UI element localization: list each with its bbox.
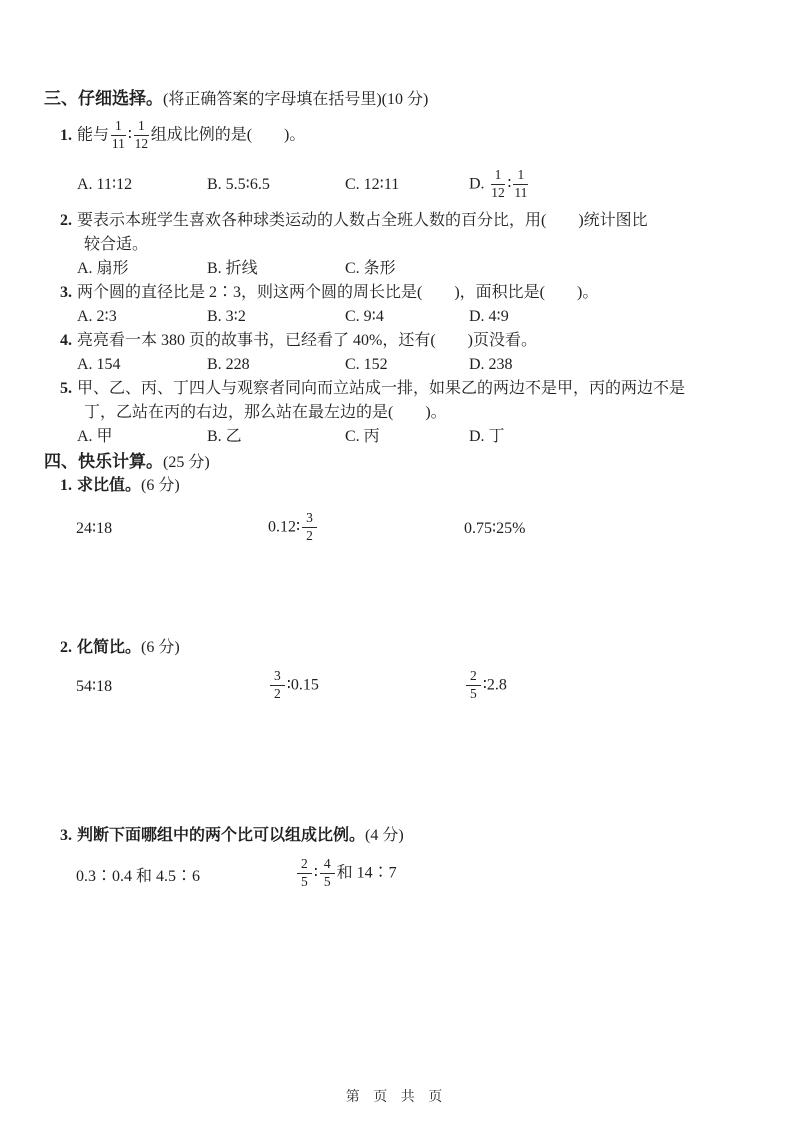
option-d: D. 丁 xyxy=(469,428,505,445)
question-1 xyxy=(0,111,793,209)
calc-part-1-title xyxy=(0,474,793,498)
option-a: A. 扇形 xyxy=(77,260,129,277)
problem-item: 0.12∶ $\frac{3}{2}$ xyxy=(268,512,464,543)
fraction: $\frac{3}{2}$ xyxy=(270,669,285,700)
question-5-line-2: 丁，乙站在丙的右边，那么站在最左边的是( )。 xyxy=(84,404,447,421)
fraction: $\frac{1}{12}$ xyxy=(491,167,505,200)
calc-part-2-title xyxy=(0,636,793,660)
part-number: 3. xyxy=(60,827,72,844)
problem-item: $\frac{3}{2}$ ∶0.15 xyxy=(268,670,464,701)
fraction: $\frac{3}{2}$ xyxy=(302,511,317,542)
question-1-line xyxy=(0,111,793,161)
option-b: B. 5.5∶6.5 xyxy=(207,176,270,193)
fraction: $\frac{2}{5}$ xyxy=(297,857,312,888)
question-text: 两个圆的直径比是 2∶3，则这两个圆的周长比是( )，面积比是( )。 xyxy=(77,284,599,301)
option-a: A. 154 xyxy=(77,356,121,373)
problem-item: $\frac{2}{5}$ ∶2.8 xyxy=(464,670,793,701)
paper-content xyxy=(0,88,793,900)
question-number: 3. xyxy=(60,284,72,301)
calc-part-3 xyxy=(0,824,793,900)
option-b: B. 折线 xyxy=(207,260,258,277)
question-4 xyxy=(0,329,793,377)
question-number: 2. xyxy=(60,212,72,229)
fraction: $\frac{1}{11}$ xyxy=(111,118,125,151)
section-choose-title: 三、仔细选择。 xyxy=(44,89,163,108)
option-d: D. 4∶9 xyxy=(469,308,509,325)
option-a: A. 甲 xyxy=(77,428,113,445)
option-d: D. $\frac{1}{12}$ ∶ $\frac{1}{11}$ xyxy=(469,167,528,200)
section-calc-title: 四、快乐计算。 xyxy=(44,452,163,471)
fraction: $\frac{1}{12}$ xyxy=(134,118,149,151)
fraction: $\frac{2}{5}$ xyxy=(466,669,481,700)
option-b: B. 3∶2 xyxy=(207,308,246,325)
question-2-line-2: 较合适。 xyxy=(84,236,149,253)
calc-part-3-title xyxy=(0,824,793,848)
question-2-line-1 xyxy=(0,209,793,233)
section-calc-subtitle: (25 分) xyxy=(163,454,210,471)
page-footer: 第 页 共 页 xyxy=(345,1090,448,1105)
part-name: 判断下面哪组中的两个比可以组成比例。 xyxy=(77,827,366,844)
question-3-line xyxy=(0,281,793,305)
section-choose-header xyxy=(0,88,793,111)
question-4-options xyxy=(0,353,793,377)
question-text: 能与 $\frac{1}{11}$ ∶ $\frac{1}{12}$ 组成比例的是( )。 xyxy=(77,118,306,151)
problem-item: 0.3∶0.4 和 4.5∶6 xyxy=(76,867,201,885)
calc-part-3-problems xyxy=(0,848,793,900)
option-b: B. 228 xyxy=(207,356,250,373)
question-1-options xyxy=(0,161,793,209)
part-score: (6 分) xyxy=(141,639,180,656)
section-choose-subtitle: (将正确答案的字母填在括号里)(10 分) xyxy=(163,91,429,108)
part-number: 2. xyxy=(60,639,72,656)
fraction: $\frac{1}{11}$ xyxy=(514,167,528,200)
problem-item: 0.75∶25% xyxy=(464,520,526,537)
question-2 xyxy=(0,209,793,281)
question-4-line xyxy=(0,329,793,353)
calc-part-2-problems xyxy=(0,660,793,712)
fraction: $\frac{4}{5}$ xyxy=(320,857,335,888)
question-3-options xyxy=(0,305,793,329)
option-d: D. 238 xyxy=(469,356,513,373)
part-name: 求比值。 xyxy=(77,477,142,494)
part-score: (4 分) xyxy=(365,827,404,844)
question-text: 甲、乙、丙、丁四人与观察者同向而立站成一排，如果乙的两边不是甲，丙的两边不是 xyxy=(77,380,686,397)
option-c: C. 丙 xyxy=(345,428,380,445)
question-5-line-1 xyxy=(0,377,793,401)
option-b: B. 乙 xyxy=(207,428,242,445)
question-number: 4. xyxy=(60,332,72,349)
option-c: C. 152 xyxy=(345,356,388,373)
option-c: C. 9∶4 xyxy=(345,308,384,325)
problem-item: $\frac{2}{5}$ ∶ $\frac{4}{5}$ 和 14∶7 xyxy=(295,858,793,889)
question-number: 1. xyxy=(60,127,72,144)
problem-item: 24∶18 xyxy=(76,520,113,537)
calc-part-2 xyxy=(0,636,793,712)
part-name: 化简比。 xyxy=(77,639,142,656)
option-c: C. 条形 xyxy=(345,260,396,277)
question-3 xyxy=(0,281,793,329)
question-number: 5. xyxy=(60,380,72,397)
section-calc-header xyxy=(0,451,793,474)
part-number: 1. xyxy=(60,477,72,494)
question-text: 要表示本班学生喜欢各种球类运动的人数占全班人数的百分比，用( )统计图比 xyxy=(77,212,648,229)
problem-item: 54∶18 xyxy=(76,678,113,695)
question-5 xyxy=(0,377,793,449)
option-a: A. 2∶3 xyxy=(77,308,117,325)
calc-part-1-problems xyxy=(0,502,793,554)
question-text: 亮亮看一本 380 页的故事书，已经看了 40%，还有( )页没看。 xyxy=(77,332,537,349)
part-score: (6 分) xyxy=(141,477,180,494)
question-2-options xyxy=(0,257,793,281)
option-a: A. 11∶12 xyxy=(77,176,133,193)
option-c: C. 12∶11 xyxy=(345,176,400,193)
calc-part-1 xyxy=(0,474,793,554)
question-5-options xyxy=(0,425,793,449)
